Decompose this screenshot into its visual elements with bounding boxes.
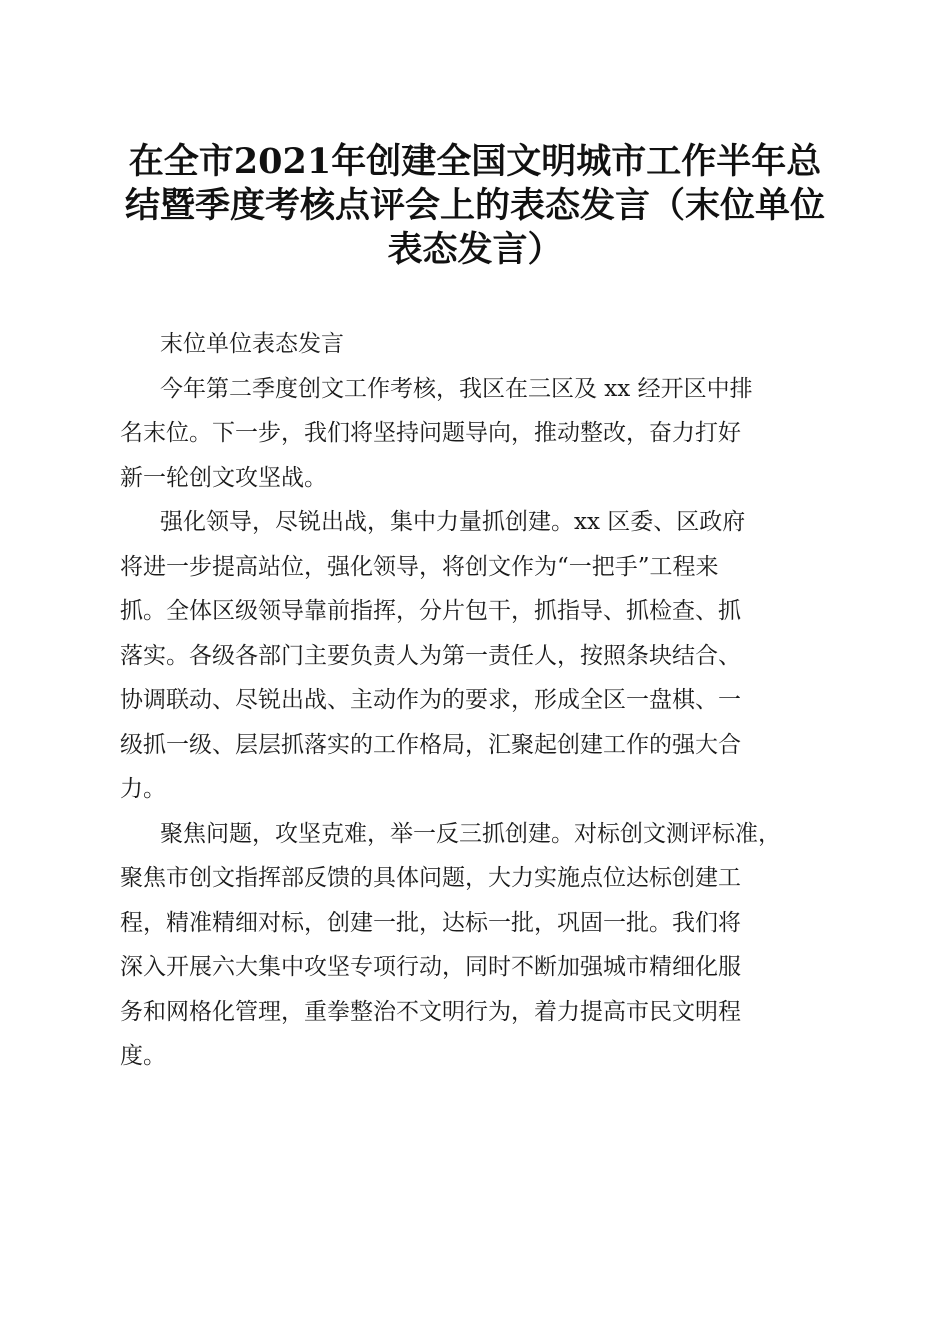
body-line: 落实。各级各部门主要负责人为第一责任人，按照条块结合、 <box>120 642 741 669</box>
body-line: 度。 <box>120 1043 166 1069</box>
title-line: 结暨季度考核点评会上的表态发言（末位单位 <box>124 185 825 226</box>
title-line: 在全市2021年创建全国文明城市工作半年总 <box>128 141 822 182</box>
body-line: 末位单位表态发言 <box>160 331 344 357</box>
document-title <box>110 140 840 272</box>
body-line: 新一轮创文攻坚战。 <box>120 464 327 491</box>
body-line: 级抓一级、层层抓落实的工作格局，汇聚起创建工作的强大合 <box>120 731 741 758</box>
body-line: 聚焦问题，攻坚克难，举一反三抓创建。对标创文测评标准， <box>160 820 781 847</box>
body-line: 程，精准精细对标，创建一批，达标一批，巩固一批。我们将 <box>120 909 741 936</box>
body-line: 深入开展六大集中攻坚专项行动，同时不断加强城市精细化服 <box>120 954 741 980</box>
body-line: 务和网格化管理，重拳整治不文明行为，着力提高市民文明程 <box>120 998 741 1025</box>
body-line: 强化领导，尽锐出战，集中力量抓创建。xx 区委、区政府 <box>160 509 746 535</box>
body-line: 将进一步提高站位，强化领导，将创文作为“一把手”工程来 <box>120 553 719 580</box>
body-line: 聚焦市创文指挥部反馈的具体问题，大力实施点位达标创建工 <box>120 865 741 891</box>
body-line: 今年第二季度创文工作考核，我区在三区及 xx 经开区中排 <box>160 375 753 402</box>
body-line: 名末位。下一步，我们将坚持问题导向，推动整改，奋力打好 <box>120 420 741 446</box>
body-line: 抓。全体区级领导靠前指挥，分片包干，抓指导、抓检查、抓 <box>120 598 741 624</box>
body-line: 力。 <box>120 776 166 802</box>
title-line: 表态发言） <box>387 229 563 270</box>
body-line: 协调联动、尽锐出战、主动作为的要求，形成全区一盘棋、一 <box>120 687 741 713</box>
document-body <box>120 322 840 1079</box>
